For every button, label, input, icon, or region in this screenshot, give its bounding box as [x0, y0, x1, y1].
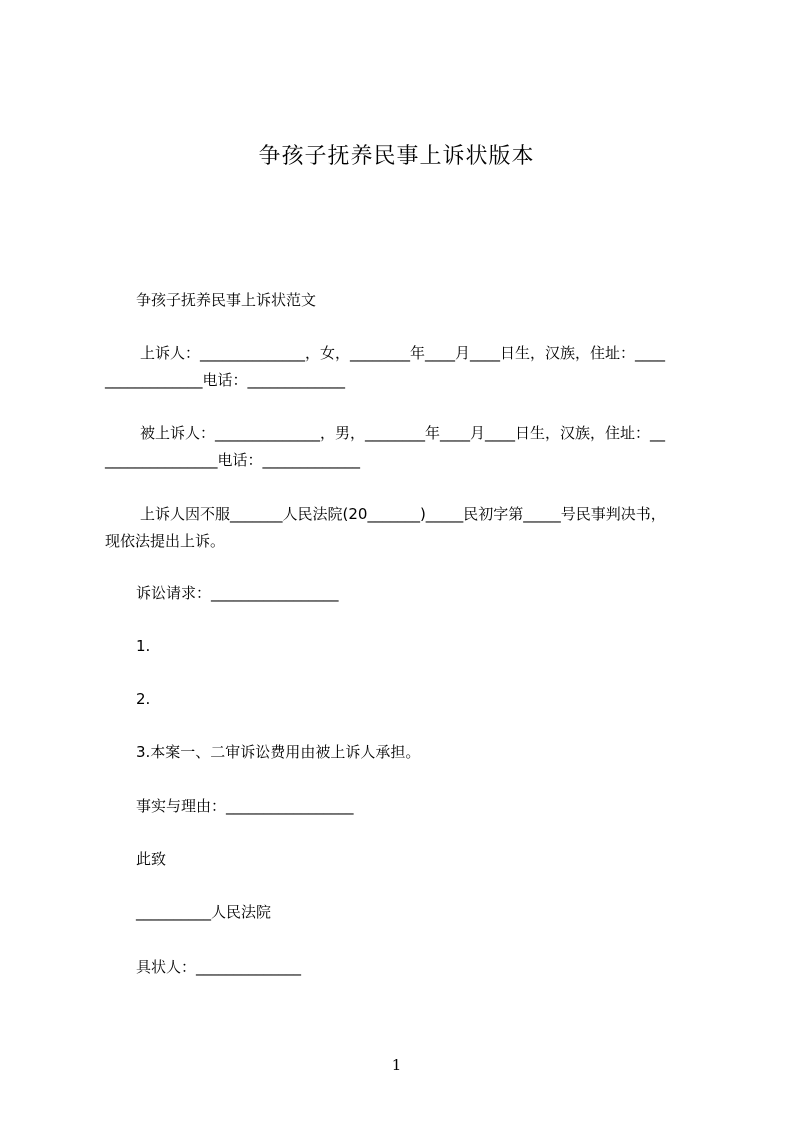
facts-and-reasons: 事实与理由：_________________	[136, 797, 354, 815]
claims-heading: 诉讼请求：_________________	[136, 584, 339, 602]
closing-salutation: 此致	[136, 850, 167, 868]
page-number: 1	[391, 1056, 402, 1074]
appeal-reason-line-1: 上诉人因不服_______人民法院(20_______)_____民初字第_____号民事判决书，	[140, 505, 666, 523]
claim-item-3: 3.本案一、二审诉讼费用由被上诉人承担。	[136, 743, 421, 761]
claim-item-1: 1.	[136, 637, 151, 655]
signer-line: 具状人：______________	[136, 958, 302, 976]
claim-item-2: 2.	[136, 690, 151, 708]
court-name-line: __________人民法院	[136, 903, 272, 921]
appellant-line-2: _____________电话：_____________	[105, 371, 346, 389]
appellee-line-1: 被上诉人：______________，男，________年____月____日生，汉族，住址：__	[140, 424, 666, 442]
document-subtitle: 争孩子抚养民事上诉状范文	[136, 291, 317, 309]
appellee-line-2: _______________电话：_____________	[105, 451, 361, 469]
document-title: 争孩子抚养民事上诉状版本	[258, 144, 535, 169]
appeal-reason-line-2: 现依法提出上诉。	[105, 532, 226, 550]
appellant-line-1: 上诉人：______________，女，________年____月____日生，汉族，住址：____	[140, 344, 666, 362]
